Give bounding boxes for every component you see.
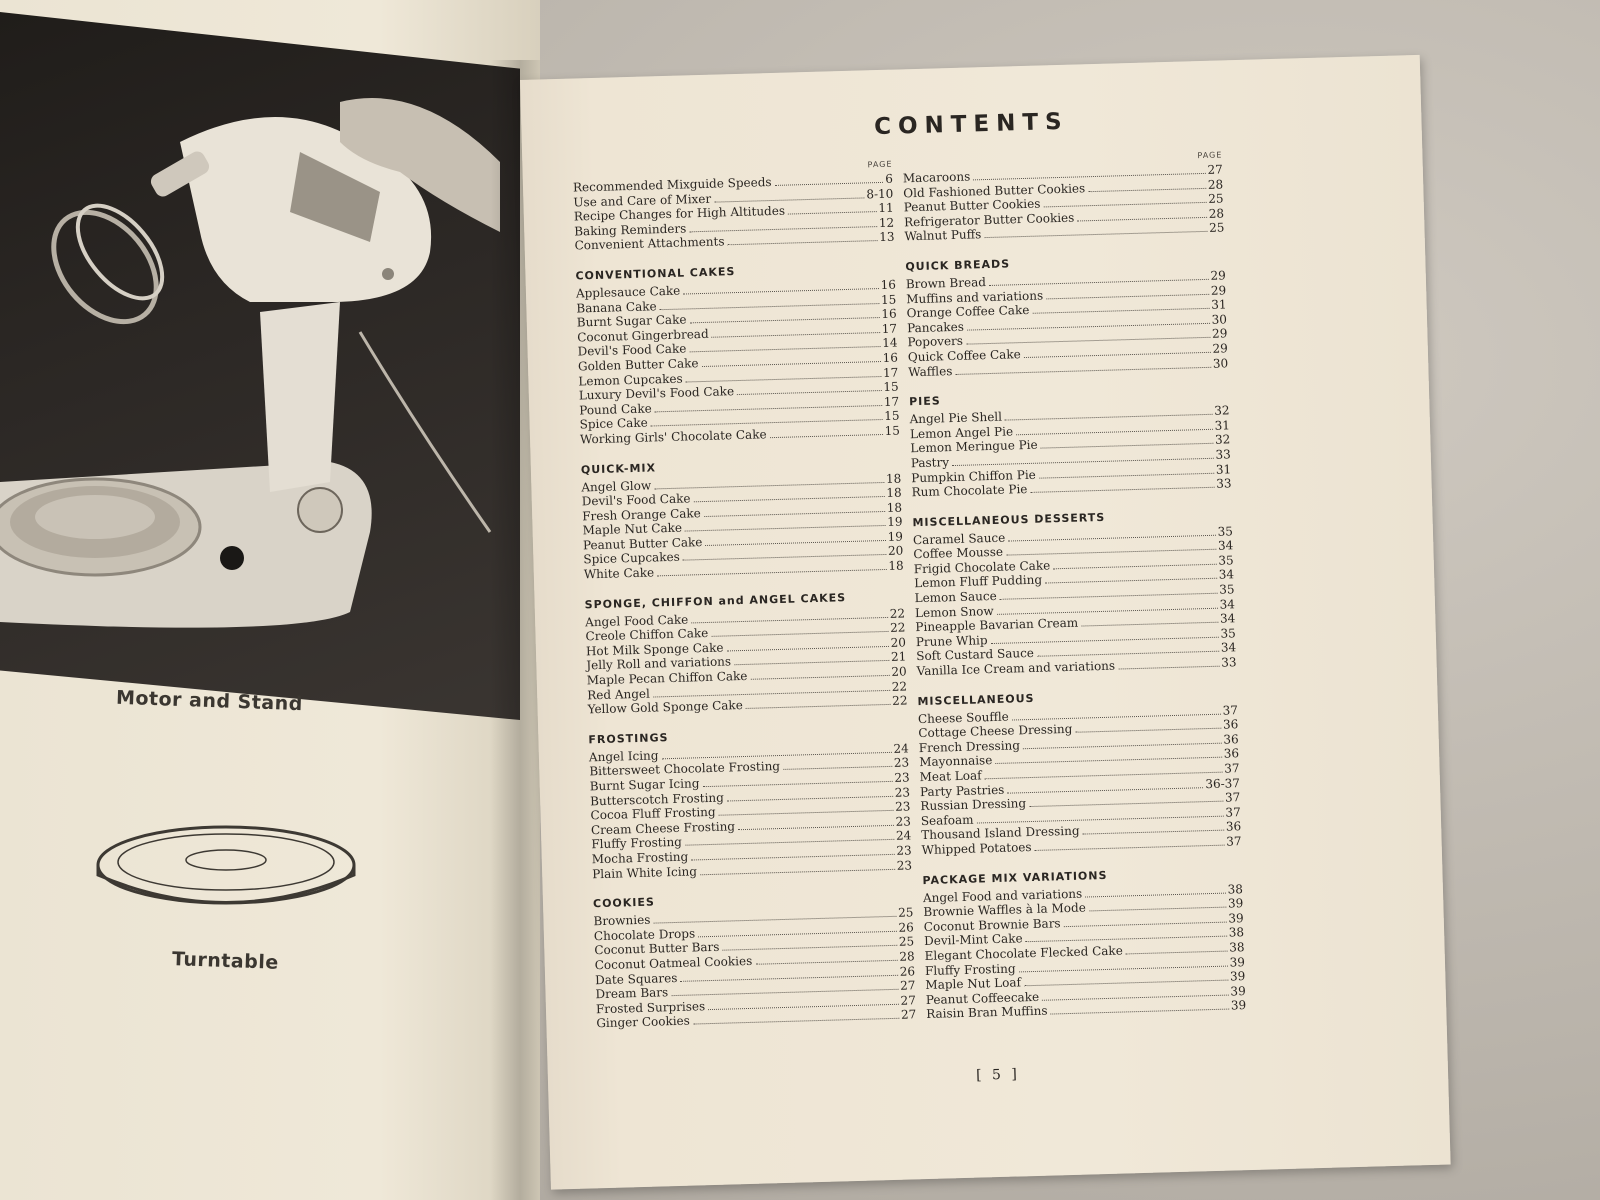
entry-page-number: 28	[1207, 177, 1224, 192]
entry-title: Fluffy Frosting	[591, 835, 683, 852]
mixer-photo	[0, 12, 520, 720]
section-heading: FROSTINGS	[588, 730, 669, 747]
section-entries	[589, 741, 913, 881]
contents-section	[588, 724, 912, 881]
entry-page-number: 17	[883, 394, 900, 409]
entry-page-number: 23	[896, 857, 913, 873]
entry-title: Maple Nut Loaf	[925, 975, 1022, 993]
contents-section	[917, 686, 1241, 858]
entry-page-number: 27	[1207, 162, 1223, 177]
entry-title: Russian Dressing	[920, 796, 1027, 814]
entry-title: Baking Reminders	[574, 221, 687, 239]
entry-title: Muffins and variations	[906, 288, 1044, 306]
entry-page-number: 16	[882, 350, 899, 365]
entry-title: Whipped Potatoes	[921, 839, 1032, 858]
entry-page-number: 16	[880, 277, 897, 292]
entry-title: Fresh Orange Cake	[582, 505, 701, 524]
entry-title: Jelly Roll and variations	[586, 654, 732, 673]
entry-title: Vanilla Ice Cream and variations	[916, 658, 1116, 679]
dot-leader	[1088, 187, 1206, 191]
entry-page-number: 38	[1228, 925, 1245, 940]
entry-page-number: 25	[897, 905, 914, 920]
entry-page-number: 16	[881, 306, 897, 322]
dot-leader	[955, 366, 1211, 374]
entry-title: Brownies	[593, 912, 651, 929]
entry-page-number: 27	[900, 993, 917, 1008]
entry-title: Soft Custard Sauce	[916, 646, 1035, 664]
entry-title: Peanut Butter Cake	[582, 534, 703, 553]
entry-title: Date Squares	[594, 970, 678, 987]
entry-title: Coffee Mousse	[913, 544, 1004, 562]
entry-page-number: 30	[1212, 355, 1229, 371]
entry-page-number: 34	[1218, 567, 1235, 583]
section-entries	[918, 703, 1242, 858]
entry-page-number: 37	[1226, 834, 1242, 849]
entry-page-number: 38	[1229, 940, 1245, 955]
entry-page-number: 15	[880, 292, 897, 307]
entry-title: White Cake	[583, 565, 655, 582]
entry-title: Use and Care of Mixer	[573, 191, 712, 210]
entry-page-number: 18	[886, 500, 903, 515]
entry-page-number: 15	[884, 423, 901, 438]
dot-leader	[657, 569, 886, 576]
entry-title: Working Girls' Chocolate Cake	[579, 427, 767, 447]
dot-leader	[775, 182, 884, 186]
section-entries	[593, 905, 916, 1031]
entry-page-number: 17	[882, 365, 899, 380]
section-entries	[576, 278, 900, 447]
entry-page-number: 37	[1225, 804, 1241, 820]
entry-page-number: 26	[899, 963, 916, 979]
entry-page-number: 22	[889, 620, 906, 636]
section-entries	[909, 403, 1231, 499]
section-heading: PIES	[908, 394, 941, 409]
entry-page-number: 31	[1211, 297, 1227, 312]
entry-title: Recommended Mixguide Speeds	[572, 175, 772, 195]
entry-page-number: 37	[1224, 790, 1241, 805]
dot-leader	[1051, 1009, 1229, 1015]
entry-title: Lemon Snow	[914, 603, 994, 620]
entry-page-number: 13	[879, 229, 895, 245]
entry-page-number: 22	[891, 679, 908, 694]
page-title: CONTENTS	[873, 108, 1070, 141]
entry-title: Cream Cheese Frosting	[590, 819, 736, 838]
entry-title: Coconut Butter Bars	[594, 940, 720, 958]
entry-page-number: 11	[878, 200, 894, 216]
entry-title: Banana Cake	[576, 298, 657, 316]
contents-section	[584, 589, 907, 717]
section-heading: QUICK-MIX	[580, 460, 657, 476]
entry-title: Macaroons	[902, 169, 971, 186]
dot-leader	[984, 231, 1207, 238]
dot-leader	[1118, 666, 1219, 670]
entry-page-number: 19	[887, 514, 903, 530]
entry-title: Coconut Brownie Bars	[923, 915, 1061, 934]
entry-page-number: 22	[889, 606, 906, 621]
entry-title: Golden Butter Cake	[577, 356, 699, 374]
contents-section	[581, 454, 904, 582]
entry-page-number: 36-37	[1205, 775, 1241, 791]
entry-page-number: 20	[890, 635, 907, 650]
entry-page-number: 33	[1216, 476, 1232, 491]
dot-leader	[1089, 907, 1226, 912]
dot-leader	[693, 1018, 899, 1025]
entry-title: Pastry	[910, 455, 950, 471]
dot-leader	[1081, 622, 1218, 627]
entry-title: Thousand Island Dressing	[921, 824, 1080, 843]
entry-page-number: 39	[1229, 969, 1246, 984]
entry-page-number: 15	[884, 408, 900, 424]
entry-title: Lemon Cupcakes	[578, 371, 683, 389]
entry-title: Spice Cupcakes	[583, 550, 680, 567]
entry-title: Caramel Sauce	[912, 530, 1006, 547]
caption-motor-and-stand: Motor and Stand	[115, 686, 304, 716]
left-page	[0, 0, 540, 1200]
entry-page-number: 34	[1219, 611, 1236, 626]
entry-page-number: 23	[894, 784, 911, 800]
entry-page-number: 31	[1215, 461, 1232, 477]
section-entries	[923, 882, 1247, 1022]
entry-title: Dream Bars	[595, 985, 669, 1002]
entry-title: Frosted Surprises	[595, 998, 706, 1016]
contents-page	[520, 55, 1451, 1190]
entry-title: Cottage Cheese Dressing	[918, 722, 1073, 741]
entry-page-number: 35	[1217, 523, 1234, 539]
page-number: [ 5 ]	[975, 1066, 1021, 1084]
entry-title: Lemon Meringue Pie	[910, 438, 1038, 456]
turntable-drawing	[96, 820, 366, 920]
contents-column-left	[572, 160, 916, 1047]
entry-title: French Dressing	[918, 738, 1021, 755]
entry-page-number: 17	[881, 321, 898, 336]
entry-page-number: 36	[1225, 819, 1242, 834]
entry-title: Ginger Cookies	[596, 1013, 691, 1031]
entry-title: Refrigerator Butter Cookies	[903, 210, 1075, 230]
entry-page-number: 35	[1219, 582, 1235, 597]
entry-title: Coconut Oatmeal Cookies	[594, 953, 753, 973]
entry-page-number: 29	[1212, 341, 1228, 356]
section-heading: COOKIES	[592, 895, 656, 911]
section-heading: CONVENTIONAL CAKES	[575, 265, 736, 283]
section-entries	[906, 268, 1229, 379]
entry-title: Devil's Food Cake	[581, 491, 691, 509]
page-column-header: PAGE	[1197, 150, 1223, 161]
entry-title: Red Angel	[587, 686, 651, 702]
entry-page-number: 23	[894, 770, 910, 785]
entry-page-number: 23	[893, 755, 910, 771]
entry-page-number: 24	[893, 741, 910, 756]
entry-page-number: 14	[882, 335, 898, 351]
entry-title: Plain White Icing	[591, 863, 698, 881]
entry-page-number: 25	[898, 934, 915, 950]
dot-leader	[1030, 487, 1214, 493]
caption-turntable: Turntable	[171, 948, 280, 974]
entry-page-number: 12	[878, 215, 895, 230]
entry-page-number: 8-10	[866, 186, 894, 201]
entry-title: Elegant Chocolate Flecked Cake	[924, 943, 1124, 963]
entry-page-number: 28	[899, 949, 915, 964]
entry-title: Brown Bread	[905, 275, 987, 292]
entry-page-number: 22	[892, 693, 908, 709]
dot-leader	[770, 434, 883, 438]
section-heading: MISCELLANEOUS DESSERTS	[912, 510, 1106, 529]
entry-page-number: 18	[886, 485, 902, 501]
entry-title: Yellow Gold Sponge Cake	[587, 698, 744, 717]
entry-title: Pancakes	[906, 319, 965, 336]
entry-title: Hot Milk Sponge Cake	[585, 640, 724, 659]
entry-title: Fluffy Frosting	[924, 961, 1016, 978]
entry-title: Coconut Gingerbread	[577, 326, 709, 345]
section-entries	[585, 606, 908, 717]
entry-title: Applesauce Cake	[575, 283, 681, 301]
entry-title: Pineapple Bavarian Cream	[915, 615, 1079, 635]
entry-page-number: 35	[1218, 553, 1234, 568]
dot-leader	[788, 211, 876, 214]
entry-title: Brownie Waffles à la Mode	[923, 900, 1087, 920]
entry-title: Devil-Mint Cake	[924, 931, 1023, 949]
entry-page-number: 27	[900, 1007, 917, 1023]
entry-title: Cocoa Fluff Frosting	[590, 805, 716, 823]
entry-title: Pumpkin Chiffon Pie	[911, 467, 1036, 485]
entry-page-number: 18	[888, 558, 904, 573]
entry-page-number: 34	[1219, 596, 1236, 612]
entry-page-number: 20	[891, 664, 907, 679]
entry-title: Angel Pie Shell	[909, 409, 1003, 427]
entry-page-number: 35	[1220, 626, 1236, 641]
entry-title: Pound Cake	[579, 401, 652, 418]
entry-page-number: 33	[1215, 447, 1231, 462]
entry-page-number: 6	[885, 171, 894, 186]
entry-page-number: 37	[1222, 702, 1239, 718]
entry-title: Meat Loaf	[919, 768, 982, 785]
dot-leader	[1077, 217, 1206, 222]
entry-page-number: 33	[1221, 655, 1237, 670]
entry-page-number: 37	[1224, 761, 1240, 776]
entry-page-number: 23	[895, 814, 912, 829]
entry-page-number: 29	[1210, 268, 1226, 283]
entry-page-number: 15	[883, 379, 899, 395]
dot-leader	[728, 240, 878, 245]
contents-section	[909, 386, 1232, 499]
dot-leader	[783, 766, 892, 770]
contents-section	[575, 261, 900, 447]
entry-title: Waffles	[908, 363, 953, 379]
entry-page-number: 26	[898, 920, 915, 935]
entry-page-number: 31	[1214, 418, 1231, 433]
entry-title: Burnt Sugar Icing	[589, 776, 700, 794]
contents-section	[922, 865, 1246, 1022]
entry-page-number: 39	[1230, 998, 1247, 1013]
section-heading: SPONGE, CHIFFON and ANGEL CAKES	[584, 590, 847, 612]
entry-page-number: 24	[895, 828, 912, 844]
entry-title: Recipe Changes for High Altitudes	[573, 203, 786, 224]
entry-page-number: 34	[1220, 640, 1237, 656]
entry-page-number: 21	[890, 649, 907, 665]
entry-title: Angel Food and variations	[922, 886, 1083, 905]
entry-title: Frigid Chocolate Cake	[913, 558, 1051, 577]
dot-leader	[1035, 845, 1225, 851]
entry-page-number: 23	[896, 843, 912, 858]
contents-section	[912, 507, 1236, 679]
entry-page-number: 29	[1211, 326, 1228, 342]
entry-title: Maple Nut Cake	[582, 520, 683, 538]
contents-section	[593, 889, 917, 1032]
entry-page-number: 39	[1229, 954, 1246, 970]
entry-title: Popovers	[907, 334, 964, 350]
section-heading: QUICK BREADS	[905, 257, 1011, 274]
entry-page-number: 29	[1210, 282, 1227, 298]
dot-leader	[700, 868, 895, 874]
entry-title: Chocolate Drops	[593, 926, 696, 944]
entry-page-number: 18	[885, 471, 902, 486]
entry-page-number: 36	[1222, 717, 1239, 732]
entry-page-number: 38	[1227, 881, 1244, 897]
entry-page-number: 32	[1214, 403, 1230, 418]
entry-page-number: 20	[887, 543, 904, 559]
entry-title: Rum Chocolate Pie	[911, 482, 1028, 500]
entry-title: Old Fashioned Butter Cookies	[903, 180, 1086, 200]
section-entries	[581, 471, 904, 582]
entry-title: Peanut Butter Cookies	[903, 196, 1041, 215]
entry-title: Lemon Angel Pie	[909, 424, 1014, 441]
entry-title: Peanut Coffeecake	[925, 989, 1040, 1007]
entry-title: Spice Cake	[579, 415, 648, 432]
contents-column-right	[902, 150, 1246, 1037]
entry-title: Butterscotch Frosting	[589, 790, 725, 808]
dot-leader	[746, 704, 890, 709]
entry-title: Lemon Sauce	[914, 588, 997, 606]
entry-page-number: 36	[1223, 732, 1239, 747]
mixer-illustration	[0, 12, 520, 720]
section-heading: PACKAGE MIX VARIATIONS	[922, 868, 1108, 887]
entry-page-number: 32	[1214, 432, 1231, 448]
entry-title: Angel Food Cake	[584, 612, 689, 630]
entry-title: Angel Icing	[588, 748, 659, 765]
entry-page-number: 39	[1228, 910, 1244, 926]
entry-page-number: 23	[894, 799, 911, 814]
sections-left	[575, 261, 916, 1032]
entry-page-number: 19	[887, 529, 904, 544]
entry-title: Party Pastries	[919, 782, 1005, 799]
entry-page-number: 39	[1230, 983, 1246, 999]
cookies-continued-entries	[903, 162, 1225, 244]
dot-leader	[1126, 951, 1227, 955]
entry-title: Lemon Fluff Pudding	[914, 573, 1043, 591]
entry-title: Angel Glow	[581, 477, 652, 494]
entry-title: Creole Chiffon Cake	[585, 626, 709, 644]
entry-page-number: 34	[1217, 538, 1234, 553]
entry-title: Luxury Devil's Food Cake	[578, 384, 735, 403]
entry-page-number: 39	[1227, 896, 1244, 911]
entry-title: Quick Coffee Cake	[907, 347, 1021, 365]
entry-title: Bittersweet Chocolate Frosting	[589, 759, 781, 779]
sections-right	[905, 251, 1246, 1022]
entry-page-number: 25	[1208, 191, 1224, 207]
entry-title: Maple Pecan Chiffon Cake	[586, 668, 748, 688]
section-entries	[913, 524, 1237, 679]
entry-title: Seafoam	[920, 812, 974, 828]
entry-title: Orange Coffee Cake	[906, 303, 1030, 321]
entry-title: Convenient Attachments	[574, 234, 725, 253]
entry-title: Raisin Bran Muffins	[926, 1003, 1048, 1022]
entry-title: Prune Whip	[915, 633, 988, 650]
page-column-header: PAGE	[867, 159, 893, 170]
intro-entries	[573, 172, 895, 254]
entry-title: Devil's Food Cake	[577, 341, 687, 359]
section-heading: MISCELLANEOUS	[917, 691, 1035, 708]
entry-title: Mayonnaise	[919, 753, 993, 770]
contents-section	[905, 251, 1228, 379]
entry-page-number: 25	[1208, 220, 1225, 236]
dot-leader	[750, 675, 889, 680]
entry-title: Walnut Puffs	[904, 227, 982, 244]
entry-page-number: 27	[899, 978, 916, 993]
entry-title: Burnt Sugar Cake	[576, 312, 687, 330]
entry-page-number: 28	[1208, 206, 1225, 221]
entry-title: Mocha Frosting	[591, 849, 689, 867]
entry-page-number: 36	[1223, 746, 1240, 762]
entry-title: Cheese Souffle	[917, 709, 1009, 726]
entry-page-number: 30	[1211, 312, 1228, 327]
